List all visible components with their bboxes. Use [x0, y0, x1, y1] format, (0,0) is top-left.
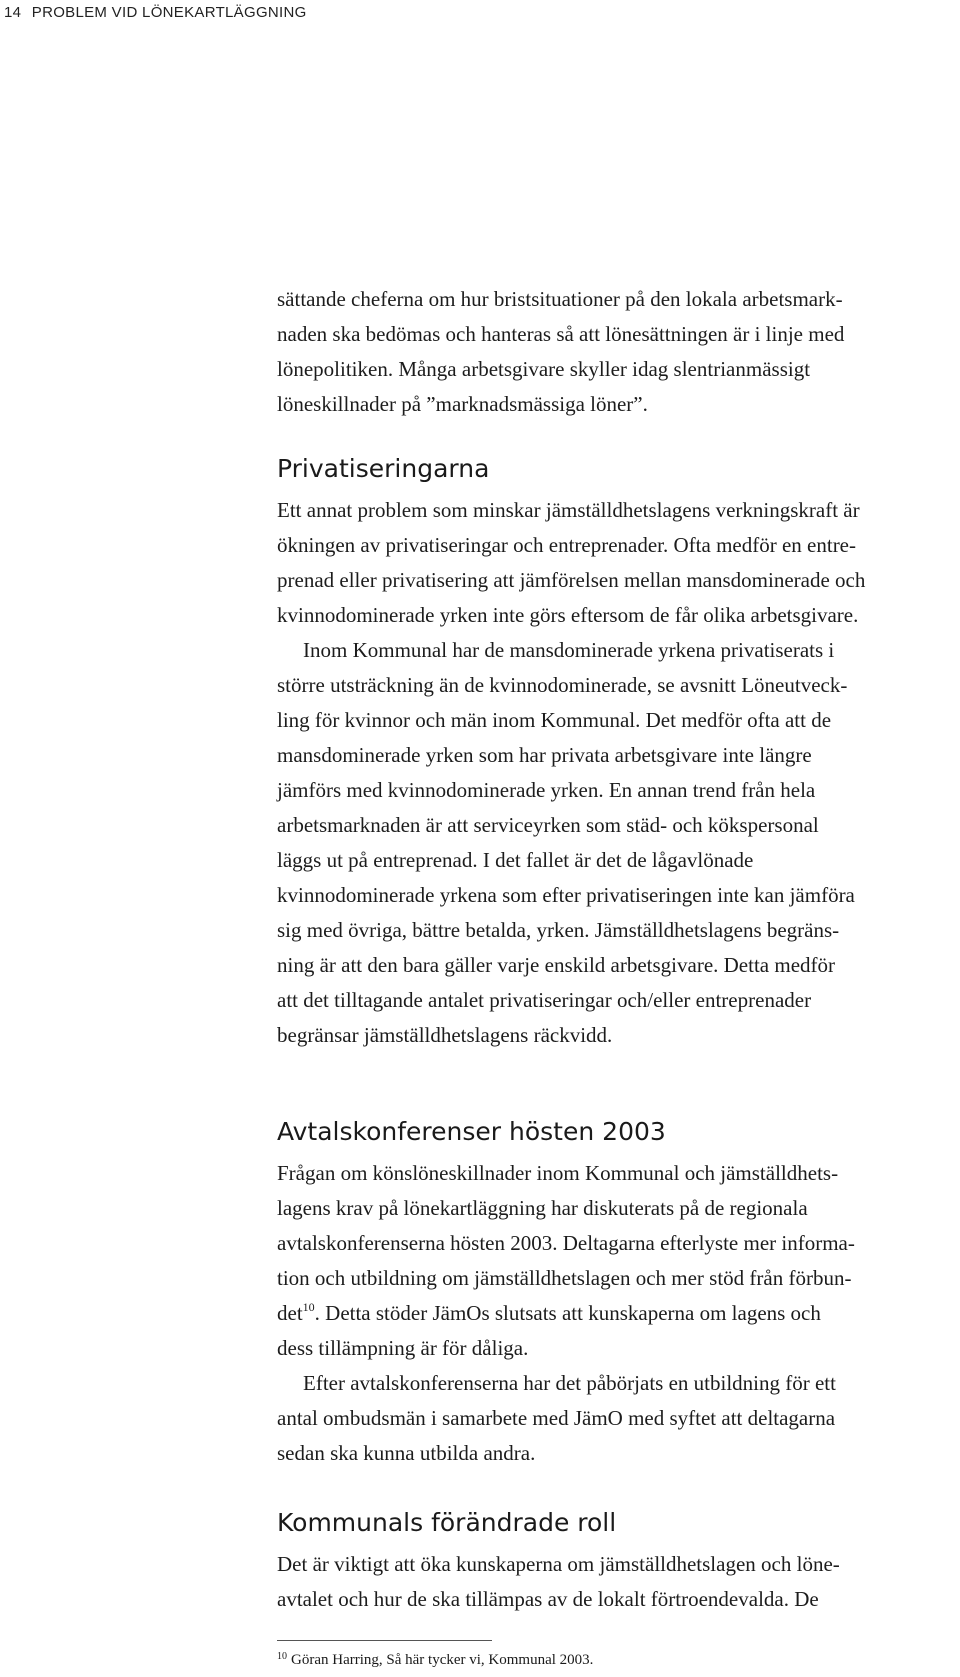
- text-line: tion och utbildning om jämställdhetslagen och mer stöd från förbun-: [277, 1266, 852, 1290]
- text-line: naden ska bedömas och hanteras så att lönesättningen är i linje med: [277, 322, 845, 346]
- text-line: sedan ska kunna utbilda andra.: [277, 1441, 536, 1465]
- text-line: Frågan om könslöneskillnader inom Kommunal och jämställdhets-: [277, 1161, 839, 1185]
- text-line: läggs ut på entreprenad. I det fallet är det de lågavlönade: [277, 848, 754, 872]
- kommunals-roll-body: [277, 1547, 957, 1617]
- text-line: antal ombudsmän i samarbete med JämO med syftet att deltagarna: [277, 1406, 836, 1430]
- text-line: mansdominerade yrken som har privata arbetsgivare inte längre: [277, 743, 812, 767]
- footnote-divider: [277, 1640, 492, 1641]
- text-line: Inom Kommunal har de mansdominerade yrkena privatiserats i: [303, 638, 835, 662]
- text-line: större utsträckning än de kvinnodominerade, se avsnitt Löneutveck-: [277, 673, 848, 697]
- footnote-number: 10: [277, 1651, 287, 1662]
- footnote-reference: 10: [302, 1300, 315, 1314]
- text-line: ling för kvinnor och män inom Kommunal. Det medför ofta att de: [277, 708, 832, 732]
- text-line: kvinnodominerade yrkena som efter privatiseringen inte kan jämföra: [277, 883, 855, 907]
- text-line: löneskillnader på ”marknadsmässiga löner”.: [277, 392, 648, 416]
- text-line: lönepolitiken. Många arbetsgivare skyller idag slentrianmässigt: [277, 357, 811, 381]
- text-line: avtalet och hur de ska tillämpas av de lokalt förtroendevalda. De: [277, 1587, 819, 1611]
- text-line-with-footnote: [277, 1296, 957, 1331]
- text-line: sig med övriga, bättre betalda, yrken. Jämställdhetslagens begräns-: [277, 918, 840, 942]
- chapter-title: PROBLEM VID LÖNEKARTLÄGGNING: [31, 4, 307, 21]
- text-line: Ett annat problem som minskar jämställdhetslagens verkningskraft är: [277, 498, 860, 522]
- page-number: 14: [4, 4, 22, 21]
- privatiseringarna-body: [277, 493, 957, 1053]
- text-line: avtalskonferenserna hösten 2003. Deltagarna efterlyste mer informa-: [277, 1231, 855, 1255]
- text-line: att det tilltagande antalet privatiseringar och/eller entreprenader: [277, 988, 812, 1012]
- text-line: begränsar jämställdhetslagens räckvidd.: [277, 1023, 613, 1047]
- avtalskonferenser-body: [277, 1156, 957, 1471]
- running-header: [4, 4, 307, 21]
- text-line: lagens krav på lönekartläggning har diskuterats på de regionala: [277, 1196, 808, 1220]
- intro-paragraph: [277, 282, 957, 422]
- text-line: Efter avtalskonferenserna har det påbörjats en utbildning för ett: [303, 1371, 836, 1395]
- footnote-text: Göran Harring, Så här tycker vi, Kommunal 2003.: [291, 1652, 594, 1668]
- text-line: Det är viktigt att öka kunskaperna om jämställdhetslagen och löne-: [277, 1552, 840, 1576]
- footnote: [277, 1651, 593, 1669]
- section-heading-kommunals-roll: Kommunals förändrade roll: [277, 1508, 617, 1537]
- text-line: ökningen av privatiseringar och entreprenader. Ofta medför en entre-: [277, 533, 856, 557]
- text-line: arbetsmarknaden är att serviceyrken som städ- och kökspersonal: [277, 813, 819, 837]
- text-fragment: det: [277, 1301, 303, 1325]
- text-line: dess tillämpning är för dåliga.: [277, 1336, 529, 1360]
- section-heading-privatiseringarna: Privatiseringarna: [277, 454, 490, 483]
- text-line: ning är att den bara gäller varje enskild arbetsgivare. Detta medför: [277, 953, 836, 977]
- section-heading-avtalskonferenser: Avtalskonferenser hösten 2003: [277, 1117, 666, 1146]
- text-line: sättande cheferna om hur bristsituationer på den lokala arbetsmark-: [277, 287, 843, 311]
- text-fragment: . Detta stöder JämOs slutsats att kunskaperna om lagens och: [314, 1301, 821, 1325]
- text-line: kvinnodominerade yrken inte görs eftersom de får olika arbetsgivare.: [277, 603, 859, 627]
- text-line: prenad eller privatisering att jämförelsen mellan mansdominerade och: [277, 568, 866, 592]
- text-line: jämförs med kvinnodominerade yrken. En annan trend från hela: [277, 778, 816, 802]
